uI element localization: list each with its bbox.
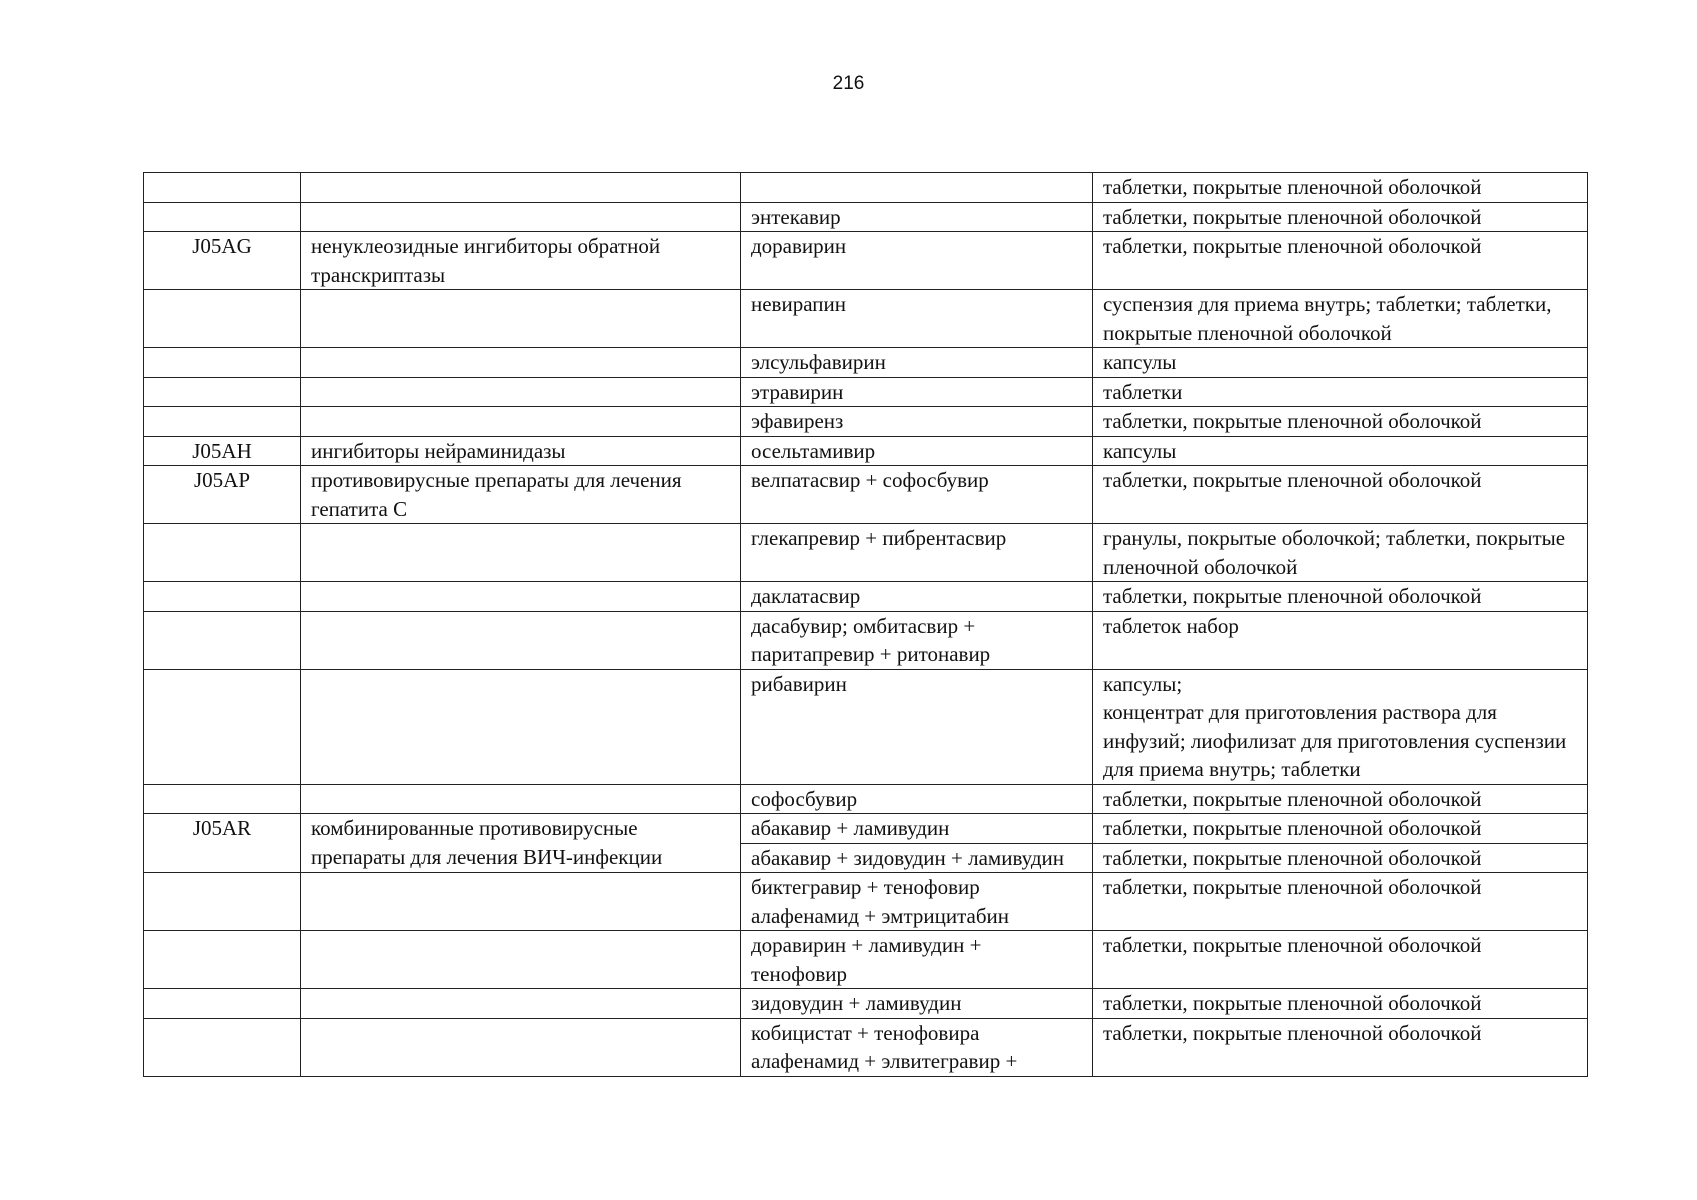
atc-code-cell [144,173,301,203]
table-body [144,173,1588,1077]
table-row [144,989,1588,1019]
atc-code-cell [144,202,301,232]
dosage-form-cell: таблетки, покрытые пленочной оболочкой [1093,1018,1588,1076]
drug-name-cell: осельтамивир [741,436,1093,466]
drug-group-cell [301,348,741,378]
drug-name-cell: абакавир + ламивудин [741,814,1093,844]
atc-code-cell [144,348,301,378]
table-row [144,377,1588,407]
table-row [144,290,1588,348]
drug-name-cell: велпатасвир + софосбувир [741,466,1093,524]
dosage-form-cell: таблетки, покрытые пленочной оболочкой [1093,407,1588,437]
drug-name-cell: абакавир + зидовудин + ламивудин [741,843,1093,873]
atc-code-cell [144,407,301,437]
drug-name-cell: глекапревир + пибрентасвир [741,524,1093,582]
dosage-form-cell: суспензия для приема внутрь; таблетки; таблетки, покрытые пленочной оболочкой [1093,290,1588,348]
dosage-form-cell: таблетки, покрытые пленочной оболочкой [1093,173,1588,203]
dosage-form-cell: таблетки, покрытые пленочной оболочкой [1093,202,1588,232]
table-row [144,669,1588,784]
drug-group-cell: ненуклеозидные ингибиторы обратной транскриптазы [301,232,741,290]
dosage-form-cell: таблетки, покрытые пленочной оболочкой [1093,232,1588,290]
drug-name-cell: зидовудин + ламивудин [741,989,1093,1019]
table-row [144,784,1588,814]
table-row [144,436,1588,466]
atc-code-cell: J05AR [144,814,301,844]
atc-code-cell [144,290,301,348]
atc-code-cell: J05AG [144,232,301,290]
table-row [144,232,1588,290]
dosage-form-cell: капсулы [1093,348,1588,378]
drug-group-cell: противовирусные препараты для лечения гепатита С [301,466,741,524]
atc-code-cell [144,873,301,931]
table-row [144,173,1588,203]
dosage-form-cell: таблетки, покрытые пленочной оболочкой [1093,814,1588,844]
drug-table [143,172,1588,1077]
drug-name-cell: софосбувир [741,784,1093,814]
dosage-form-cell: таблеток набор [1093,611,1588,669]
table-row [144,814,1588,844]
dosage-form-cell: гранулы, покрытые оболочкой; таблетки, покрытые пленочной оболочкой [1093,524,1588,582]
atc-code-cell [144,989,301,1019]
atc-code-cell [144,1018,301,1076]
table-row [144,466,1588,524]
drug-group-cell [301,524,741,582]
drug-name-cell: кобицистат + тенофовира алафенамид + элвитегравир + [741,1018,1093,1076]
atc-code-cell: J05AP [144,466,301,524]
table-row [144,873,1588,931]
drug-name-cell: этравирин [741,377,1093,407]
table-row [144,407,1588,437]
dosage-form-cell: таблетки, покрытые пленочной оболочкой [1093,784,1588,814]
drug-group-cell [301,290,741,348]
table-row [144,611,1588,669]
drug-name-cell: элсульфавирин [741,348,1093,378]
table-row [144,582,1588,612]
drug-group-cell [301,669,741,784]
dosage-form-cell: капсулы; концентрат для приготовления раствора для инфузий; лиофилизат для приготовления суспензии для приема внутрь; таблетки [1093,669,1588,784]
drug-name-cell: рибавирин [741,669,1093,784]
drug-name-cell: даклатасвир [741,582,1093,612]
table-row [144,348,1588,378]
table-row [144,202,1588,232]
table-row [144,931,1588,989]
atc-code-cell [144,669,301,784]
drug-group-cell [301,931,741,989]
drug-group-text: комбинированные противовирусные препараты для лечения ВИЧ-инфекции [311,816,663,869]
drug-name-cell: энтекавир [741,202,1093,232]
atc-code-cell [144,582,301,612]
atc-code-cell [144,524,301,582]
dosage-form-cell: капсулы [1093,436,1588,466]
atc-code-cell [144,931,301,989]
drug-group-cell [301,1018,741,1076]
atc-code-cell: J05AH [144,436,301,466]
drug-name-cell: эфавиренз [741,407,1093,437]
drug-name-cell: доравирин + ламивудин + тенофовир [741,931,1093,989]
drug-group-cell [301,989,741,1019]
drug-name-cell: биктегравир + тенофовир алафенамид + эмтрицитабин [741,873,1093,931]
drug-group-cell [301,173,741,203]
drug-name-cell: невирапин [741,290,1093,348]
atc-code-cell [144,611,301,669]
drug-group-cell: ингибиторы нейраминидазы [301,436,741,466]
dosage-form-cell: таблетки, покрытые пленочной оболочкой [1093,466,1588,524]
drug-name-cell: дасабувир; омбитасвир + паритапревир + ритонавир [741,611,1093,669]
drug-group-cell [301,202,741,232]
drug-name-cell [741,173,1093,203]
drug-group-cell [301,873,741,931]
dosage-form-cell: таблетки [1093,377,1588,407]
dosage-form-cell: таблетки, покрытые пленочной оболочкой [1093,931,1588,989]
atc-code-cell [144,377,301,407]
dosage-form-cell: таблетки, покрытые пленочной оболочкой [1093,582,1588,612]
dosage-form-cell: таблетки, покрытые пленочной оболочкой [1093,843,1588,873]
dosage-form-cell: таблетки, покрытые пленочной оболочкой [1093,989,1588,1019]
drug-group-cell [301,407,741,437]
drug-group-cell [301,582,741,612]
atc-code-cell [144,784,301,814]
dosage-form-cell: таблетки, покрытые пленочной оболочкой [1093,873,1588,931]
table-row [144,524,1588,582]
page-number: 216 [832,73,865,94]
drug-name-cell: доравирин [741,232,1093,290]
drug-group-cell [301,377,741,407]
drug-group-cell [301,784,741,814]
drug-group-cell [301,611,741,669]
table-row [144,1018,1588,1076]
drug-group-cell [301,814,741,869]
atc-code-cell [144,843,301,873]
